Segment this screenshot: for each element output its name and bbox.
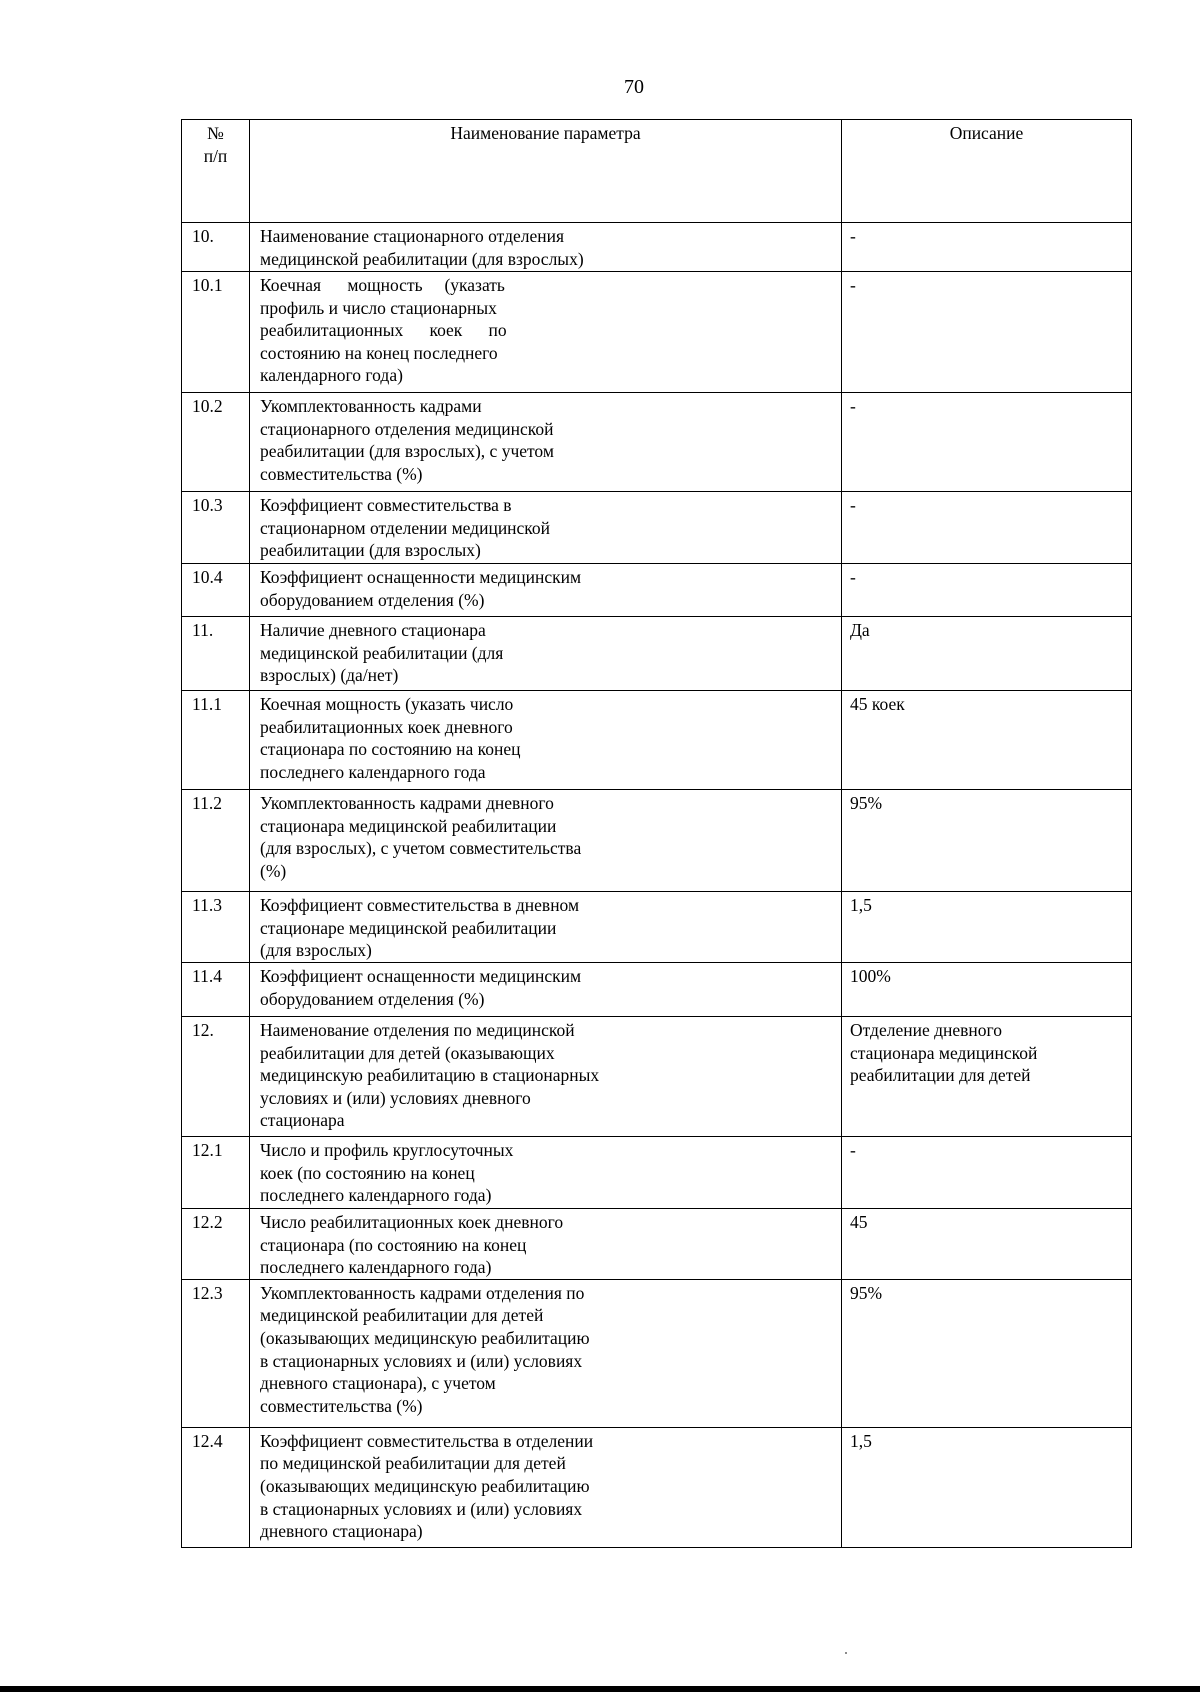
row-description: 95% (842, 1279, 1132, 1427)
table-row (182, 564, 1132, 617)
row-description: 100% (842, 963, 1132, 1017)
table-header-row (182, 120, 1132, 223)
table-row (182, 223, 1132, 272)
row-description: - (842, 393, 1132, 492)
row-description: 1,5 (842, 1427, 1132, 1547)
row-description: Отделение дневного стационара медицинской реабилитации для детей (842, 1017, 1132, 1137)
row-parameter-name: Наименование стационарного отделения медицинской реабилитации (для взрослых) (250, 223, 842, 272)
row-parameter-name: Коэффициент оснащенности медицинским оборудованием отделения (%) (250, 963, 842, 1017)
table-row (182, 492, 1132, 564)
row-description: 1,5 (842, 892, 1132, 963)
table-row (182, 691, 1132, 790)
row-number: 12.3 (182, 1279, 250, 1427)
table-row (182, 617, 1132, 691)
row-number: 12.1 (182, 1137, 250, 1209)
row-parameter-name: Коэффициент совместительства в дневном стационаре медицинской реабилитации (для взрослых) (250, 892, 842, 963)
table-row (182, 393, 1132, 492)
row-parameter-name: Наличие дневного стационара медицинской реабилитации (для взрослых) (да/нет) (250, 617, 842, 691)
row-number: 10. (182, 223, 250, 272)
row-description: - (842, 1137, 1132, 1209)
row-description: 45 коек (842, 691, 1132, 790)
row-number: 12.2 (182, 1209, 250, 1280)
page-number: 70 (624, 76, 644, 98)
table-row (182, 1017, 1132, 1137)
table-row (182, 892, 1132, 963)
table-row (182, 1209, 1132, 1280)
row-number: 11. (182, 617, 250, 691)
table-row (182, 790, 1132, 892)
row-parameter-name: Число реабилитационных коек дневного стационара (по состоянию на конец последнего календарного года) (250, 1209, 842, 1280)
row-parameter-name: Коэффициент совместительства в отделении по медицинской реабилитации для детей (оказывающих медицинскую реабилитацию в стационарных условиях и (или) условиях дневного стационара) (250, 1427, 842, 1547)
row-number: 11.4 (182, 963, 250, 1017)
row-number: 11.3 (182, 892, 250, 963)
row-parameter-name: Коэффициент оснащенности медицинским оборудованием отделения (%) (250, 564, 842, 617)
table-row (182, 1427, 1132, 1547)
row-number: 10.2 (182, 393, 250, 492)
header-description: Описание (842, 120, 1132, 223)
row-number: 10.1 (182, 272, 250, 393)
row-number: 12. (182, 1017, 250, 1137)
row-description: - (842, 492, 1132, 564)
row-number: 11.1 (182, 691, 250, 790)
table-body (182, 223, 1132, 1548)
row-parameter-name: Укомплектованность кадрами дневного стационара медицинской реабилитации (для взрослых), с учетом совместительства (%) (250, 790, 842, 892)
header-number: № п/п (182, 120, 250, 223)
row-description: - (842, 272, 1132, 393)
row-parameter-name: Коечная мощность (указать профиль и число стационарных реабилитационных коек по состоянию на конец последнего календарного года) (250, 272, 842, 393)
row-description: 45 (842, 1209, 1132, 1280)
row-parameter-name: Укомплектованность кадрами отделения по медицинской реабилитации для детей (оказывающих медицинскую реабилитацию в стационарных условиях и (или) условиях дневного стационара), с учетом совместительства (%) (250, 1279, 842, 1427)
row-parameter-name: Укомплектованность кадрами стационарного отделения медицинской реабилитации (для взрослых), с учетом совместительства (%) (250, 393, 842, 492)
table-row (182, 1137, 1132, 1209)
row-parameter-name: Коечная мощность (указать число реабилитационных коек дневного стационара по состоянию на конец последнего календарного года (250, 691, 842, 790)
row-parameter-name: Число и профиль круглосуточных коек (по состоянию на конец последнего календарного года) (250, 1137, 842, 1209)
scan-bottom-edge (0, 1686, 1200, 1692)
table-row (182, 963, 1132, 1017)
row-number: 10.4 (182, 564, 250, 617)
row-description: Да (842, 617, 1132, 691)
row-number: 10.3 (182, 492, 250, 564)
row-description: - (842, 564, 1132, 617)
table-row (182, 1279, 1132, 1427)
row-parameter-name: Коэффициент совместительства в стационарном отделении медицинской реабилитации (для взрослых) (250, 492, 842, 564)
scan-speck (845, 1652, 847, 1654)
table-row (182, 272, 1132, 393)
row-description: - (842, 223, 1132, 272)
row-description: 95% (842, 790, 1132, 892)
row-number: 11.2 (182, 790, 250, 892)
row-number: 12.4 (182, 1427, 250, 1547)
row-parameter-name: Наименование отделения по медицинской реабилитации для детей (оказывающих медицинскую реабилитацию в стационарных условиях и (или) условиях дневного стационара (250, 1017, 842, 1137)
header-parameter-name: Наименование параметра (250, 120, 842, 223)
parameters-table (181, 119, 1132, 1548)
